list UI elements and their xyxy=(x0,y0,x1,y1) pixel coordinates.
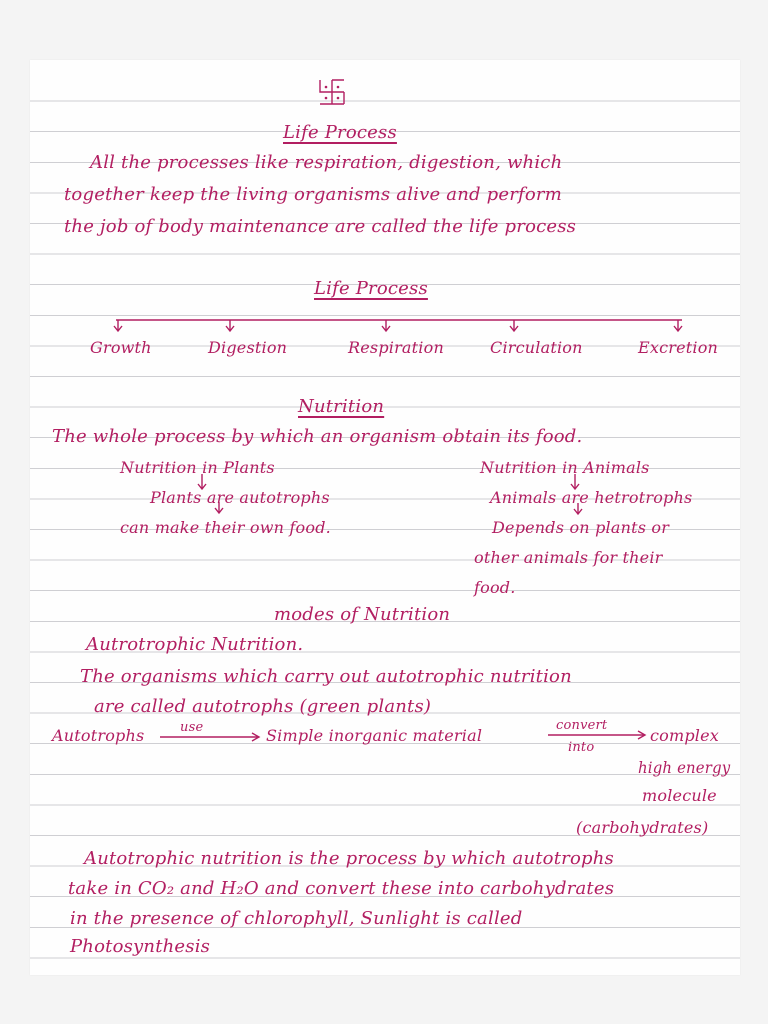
nutrition-definition: The whole process by which an organism obtain its food. xyxy=(52,426,583,447)
photosynthesis-line-3: in the presence of chlorophyll, Sunlight is called xyxy=(70,908,523,929)
photosynthesis-line-1: Autotrophic nutrition is the process by which autotrophs xyxy=(84,848,614,869)
photosynthesis-line-4: Photosynthesis xyxy=(70,936,211,957)
animals-line-2: Depends on plants or xyxy=(492,518,670,537)
definition-line-1: All the processes like respiration, digestion, which xyxy=(90,152,563,173)
definition-line-3: the job of body maintenance are called the life process xyxy=(64,216,577,237)
flow-end-line-2: molecule xyxy=(642,786,717,805)
autotroph-definition-2: are called autotrophs (green plants) xyxy=(94,696,432,717)
tree-node-growth: Growth xyxy=(90,338,152,357)
tree-node-respiration: Respiration xyxy=(348,338,444,357)
tree-node-excretion: Excretion xyxy=(638,338,719,357)
animals-line-1: Animals are hetrotrophs xyxy=(490,488,693,507)
flow-arrow-2-label-top: convert xyxy=(556,718,608,733)
flow-end: complex xyxy=(650,726,720,745)
plants-line-2: can make their own food. xyxy=(120,518,331,537)
autotroph-definition-1: The organisms which carry out autotrophic nutrition xyxy=(80,666,572,687)
flow-end-line-3: (carbohydrates) xyxy=(576,818,709,837)
modes-title: modes of Nutrition xyxy=(274,604,451,625)
life-process-title: Life Process xyxy=(283,122,397,143)
animals-title: Nutrition in Animals xyxy=(480,458,650,477)
animals-line-4: food. xyxy=(474,578,516,597)
plants-line-1: Plants are autotrophs xyxy=(150,488,330,507)
flow-end-line-1: high energy xyxy=(638,758,731,777)
notebook-page xyxy=(30,60,740,975)
swastika-icon xyxy=(320,80,344,104)
plants-title: Nutrition in Plants xyxy=(120,458,275,477)
tree-connectors xyxy=(114,320,682,331)
modes-subtitle: Autrotrophic Nutrition. xyxy=(86,634,304,655)
tree-node-circulation: Circulation xyxy=(490,338,583,357)
nutrition-title: Nutrition xyxy=(298,396,385,417)
flow-arrow-2-label-bottom: into xyxy=(568,740,595,755)
animals-line-3: other animals for their xyxy=(474,548,663,567)
definition-line-2: together keep the living organisms alive and perform xyxy=(64,184,562,205)
flow-start: Autotrophs xyxy=(52,726,145,745)
tree-root: Life Process xyxy=(314,278,428,299)
flow-arrow-1-label: use xyxy=(180,720,204,735)
flow-middle: Simple inorganic material xyxy=(266,726,483,745)
tree-node-digestion: Digestion xyxy=(208,338,288,357)
photosynthesis-line-2: take in CO₂ and H₂O and convert these into carbohydrates xyxy=(68,878,615,899)
